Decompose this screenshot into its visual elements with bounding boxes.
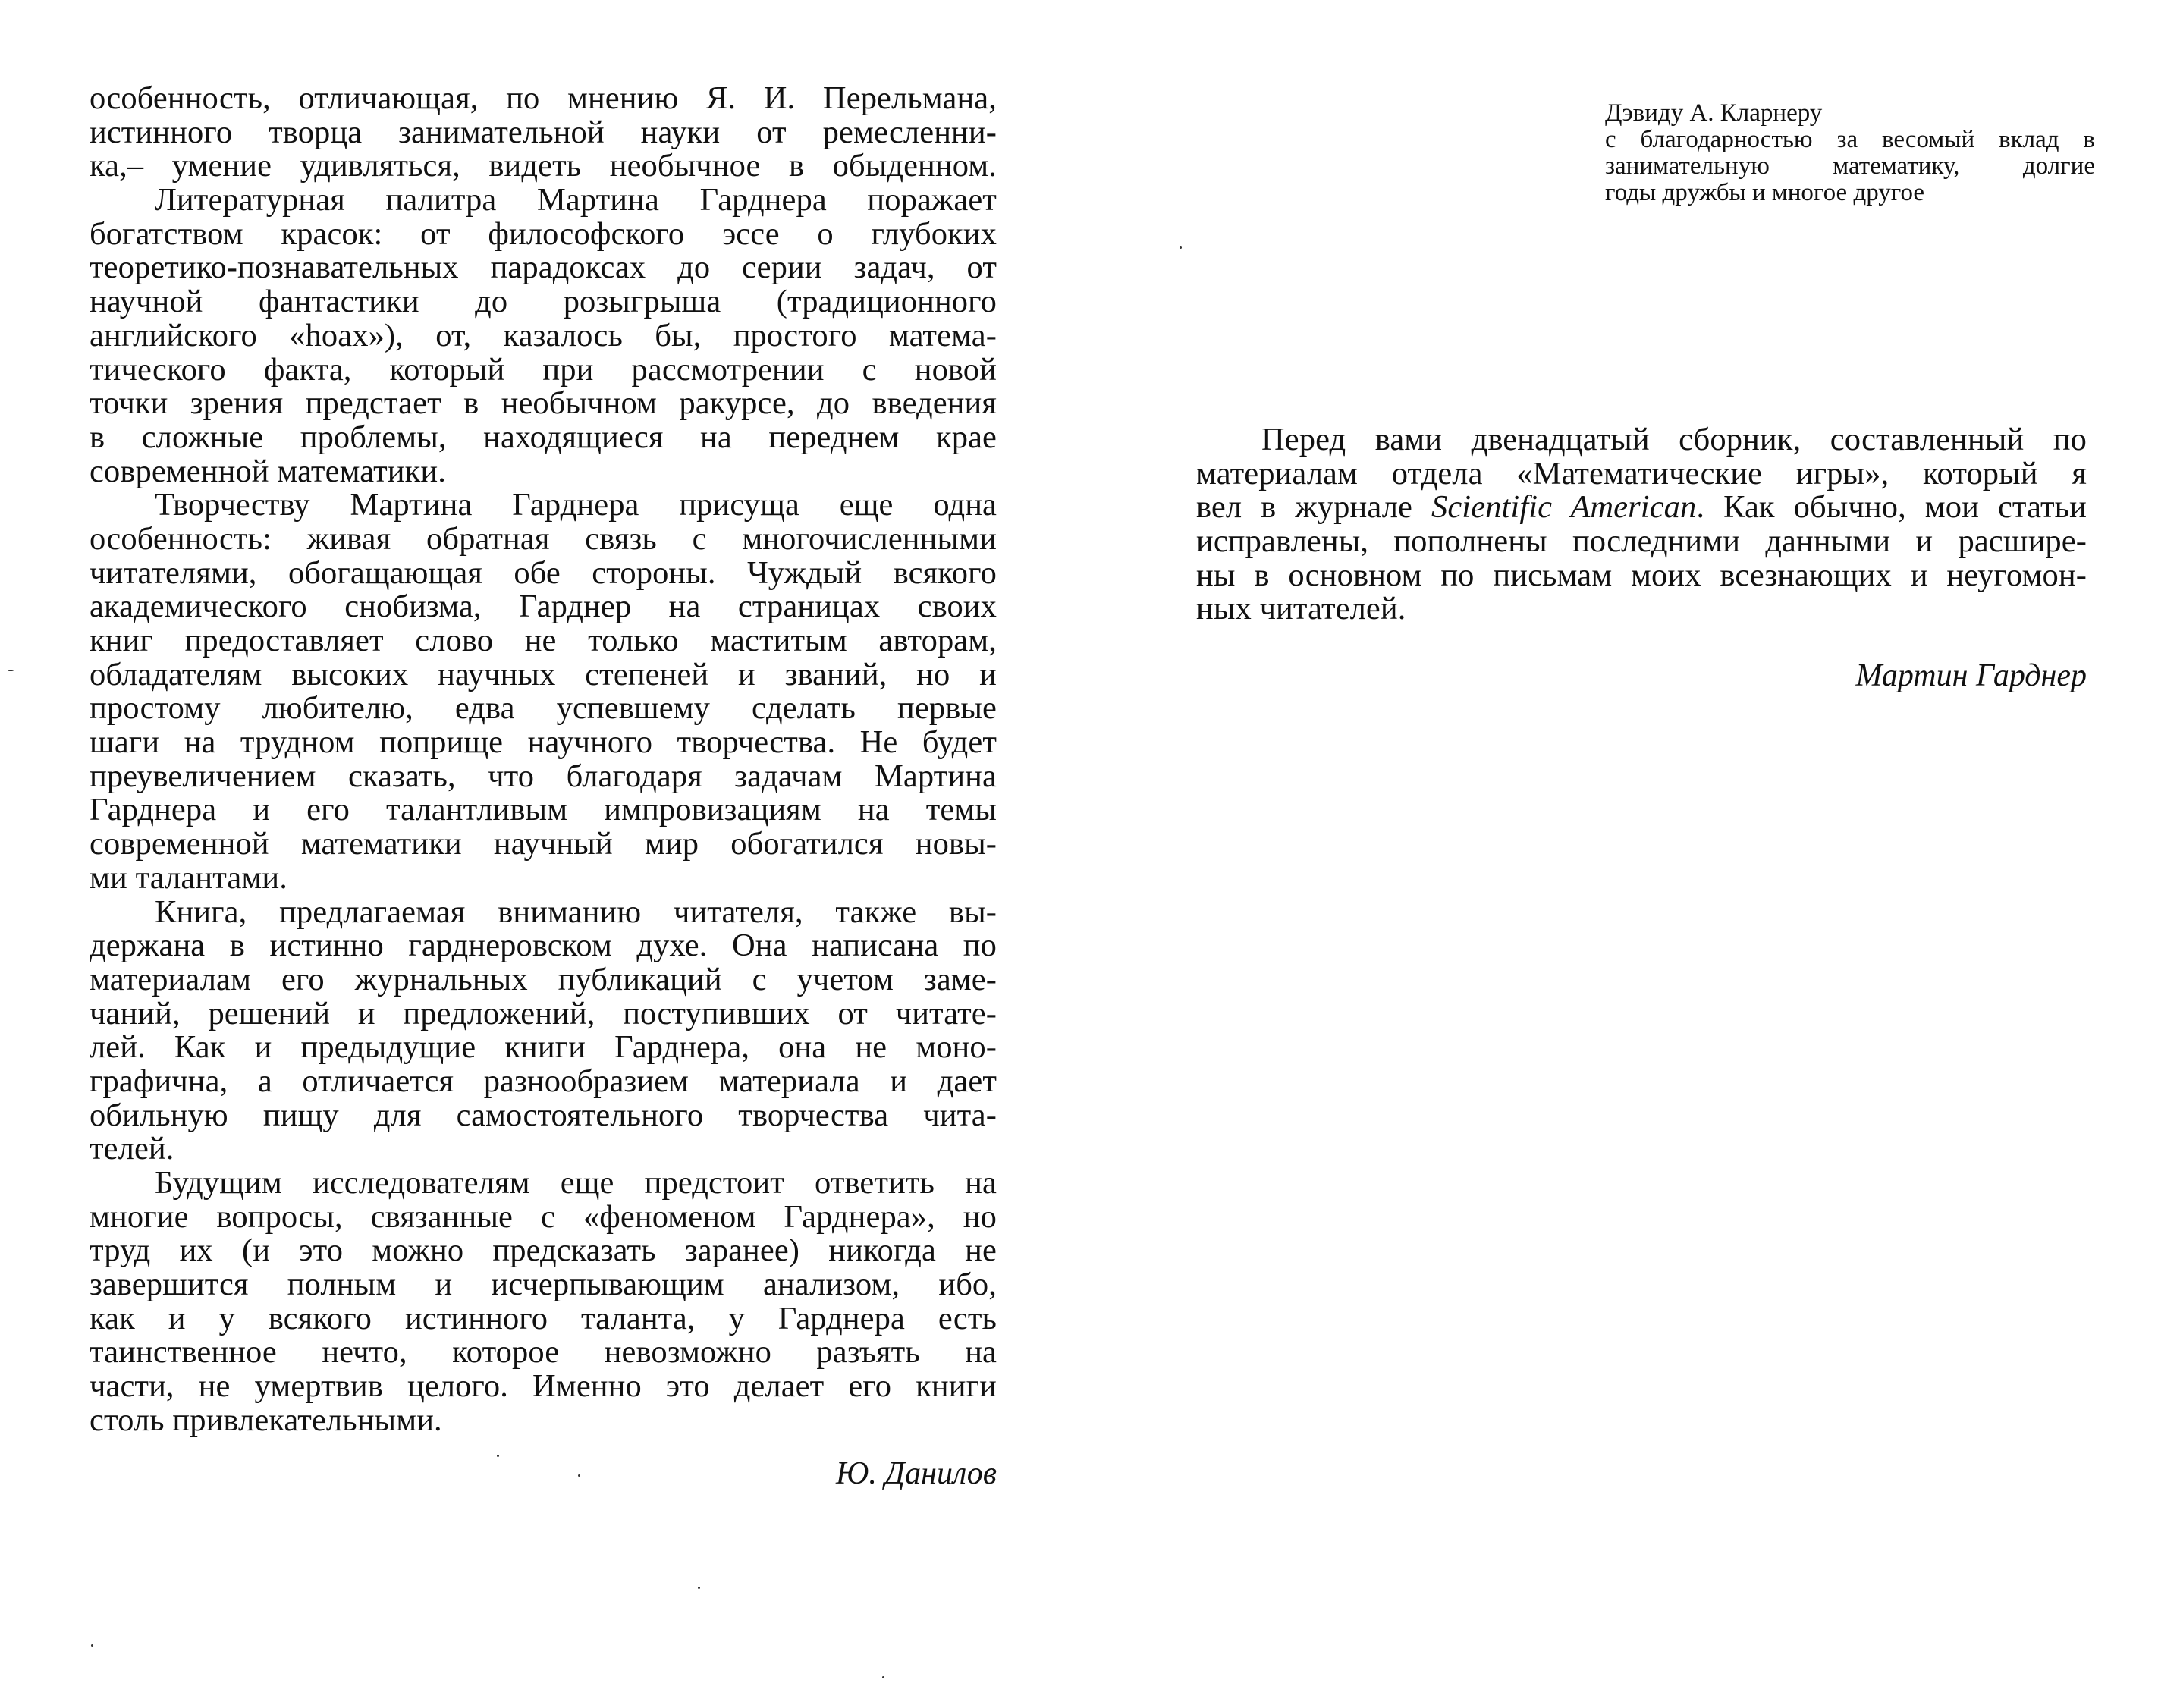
text-line: Книга, предлагаемая вниманию читателя, также вы-: [155, 893, 997, 930]
text-line: Литературная палитра Мартина Гарднера поражает: [155, 182, 997, 218]
scan-speck: [497, 1455, 499, 1457]
left-page-text: [90, 82, 997, 1438]
text-line: графична, а отличается разнообразием материала и дает: [90, 1063, 997, 1099]
text-line: лей. Как и предыдущие книги Гарднера, она не моно-: [90, 1029, 997, 1066]
text-line: таинственное нечто, которое невозможно разъять на: [90, 1334, 997, 1370]
text-line: истинного творца занимательной науки от ремесленни-: [90, 114, 997, 150]
text-line: материалам его журнальных публикаций с учетом заме-: [90, 961, 997, 997]
text-line: академического снобизма, Гарднер на страницах своих: [90, 589, 997, 625]
text-line: телей.: [90, 1131, 174, 1167]
text-line: держана в истинно гарднеровском духе. Она написана по: [90, 928, 997, 964]
scan-speck: [698, 1587, 700, 1589]
text-line: Гарднера и его талантливым импровизациям на темы: [90, 792, 997, 828]
text-line: богатством красок: от философского эссе о глубоких: [90, 215, 997, 252]
scan-speck: [882, 1676, 884, 1678]
dedication-line: Дэвиду А. Кларнеру: [1605, 99, 1823, 127]
text-line: книг предоставляет слово не только маститым авторам,: [90, 623, 997, 658]
preface-line: исправлены, пополнены последними данными и расшире-: [1196, 523, 2087, 560]
scan-speck: [1180, 246, 1182, 249]
scan-speck: [578, 1474, 580, 1477]
journal-title: Scientific American: [1431, 489, 1697, 526]
scan-speck: [91, 1644, 93, 1647]
text-line: труд их (и это можно предсказать заранее) никогда не: [90, 1232, 997, 1269]
text-line: обладателям высоких научных степеней и званий, но и: [90, 656, 997, 692]
text-line: читателями, обогащающая обе стороны. Чуждый всякого: [90, 554, 997, 591]
text-line: научной фантастики до розыгрыша (традиционного: [90, 284, 997, 320]
text-line: в сложные проблемы, находящиеся на переднем крае: [90, 419, 997, 455]
preface-text: . Как обычно, мои статьи: [1696, 489, 2087, 526]
scan-speck: [8, 670, 14, 671]
text-line: шаги на трудном поприще научного творчества. Не будет: [90, 724, 997, 761]
right-page-preface: [1196, 423, 2087, 626]
text-line: чаний, решений и предложений, поступивших от читате-: [90, 995, 997, 1031]
text-line: обильную пищу для самостоятельного творчества чита-: [90, 1097, 997, 1133]
text-line: ми талантами.: [90, 859, 287, 896]
text-line: точки зрения предстает в необычном ракурсе, до введения: [90, 385, 997, 422]
preface-line: [1196, 491, 2087, 525]
right-page-signature: Мартин Гарднер: [1855, 658, 2087, 693]
preface-line: ны в основном по письмам моих всезнающих и неугомон-: [1196, 557, 2087, 593]
text-line: завершится полным и исчерпывающим анализом, ибо,: [90, 1267, 997, 1303]
text-line: английского «hoax»), от, казалось бы, простого матема-: [90, 317, 997, 353]
preface-line: материалам отдела «Математические игры», который я: [1196, 455, 2087, 491]
text-line: преувеличением сказать, что благодаря задачам Мартина: [90, 758, 997, 794]
dedication: [1605, 100, 2095, 206]
text-line: части, не умертвив целого. Именно это делает его книги: [90, 1368, 997, 1405]
dedication-line: с благодарностью за весомый вклад в: [1605, 126, 2095, 153]
text-line: современной математики научный мир обогатился новы-: [90, 826, 997, 862]
preface-line: Перед вами двенадцатый сборник, составленный по: [1261, 422, 2087, 457]
preface-text: вел в журнале: [1196, 489, 1431, 526]
preface-line: ных читателей.: [1196, 591, 1406, 627]
text-line: столь привлекательными.: [90, 1402, 442, 1438]
dedication-line: годы дружбы и многое другое: [1605, 179, 1925, 206]
text-line: многие вопросы, связанные с «феноменом Гарднера», но: [90, 1198, 997, 1235]
dedication-line: занимательную математику, долгие: [1605, 152, 2095, 180]
text-line: простому любителю, едва успевшему сделать первые: [90, 690, 997, 727]
text-line: как и у всякого истинного таланта, у Гарднера есть: [90, 1300, 997, 1336]
text-line: ка,– умение удивляться, видеть необычное в обыденном.: [90, 148, 997, 184]
text-line: Будущим исследователям еще предстоит ответить на: [155, 1165, 997, 1201]
text-line: теоретико-познавательных парадоксах до серии задач, от: [90, 250, 997, 286]
text-line: Творчеству Мартина Гарднера присуща еще одна: [155, 487, 997, 523]
text-line: особенность, отличающая, по мнению Я. И. Перельмана,: [90, 80, 997, 116]
left-page-signature: Ю. Данилов: [836, 1456, 997, 1491]
text-line: особенность: живая обратная связь с многочисленными: [90, 520, 997, 557]
text-line: современной математики.: [90, 453, 446, 489]
text-line: тического факта, который при рассмотрении с новой: [90, 351, 997, 388]
